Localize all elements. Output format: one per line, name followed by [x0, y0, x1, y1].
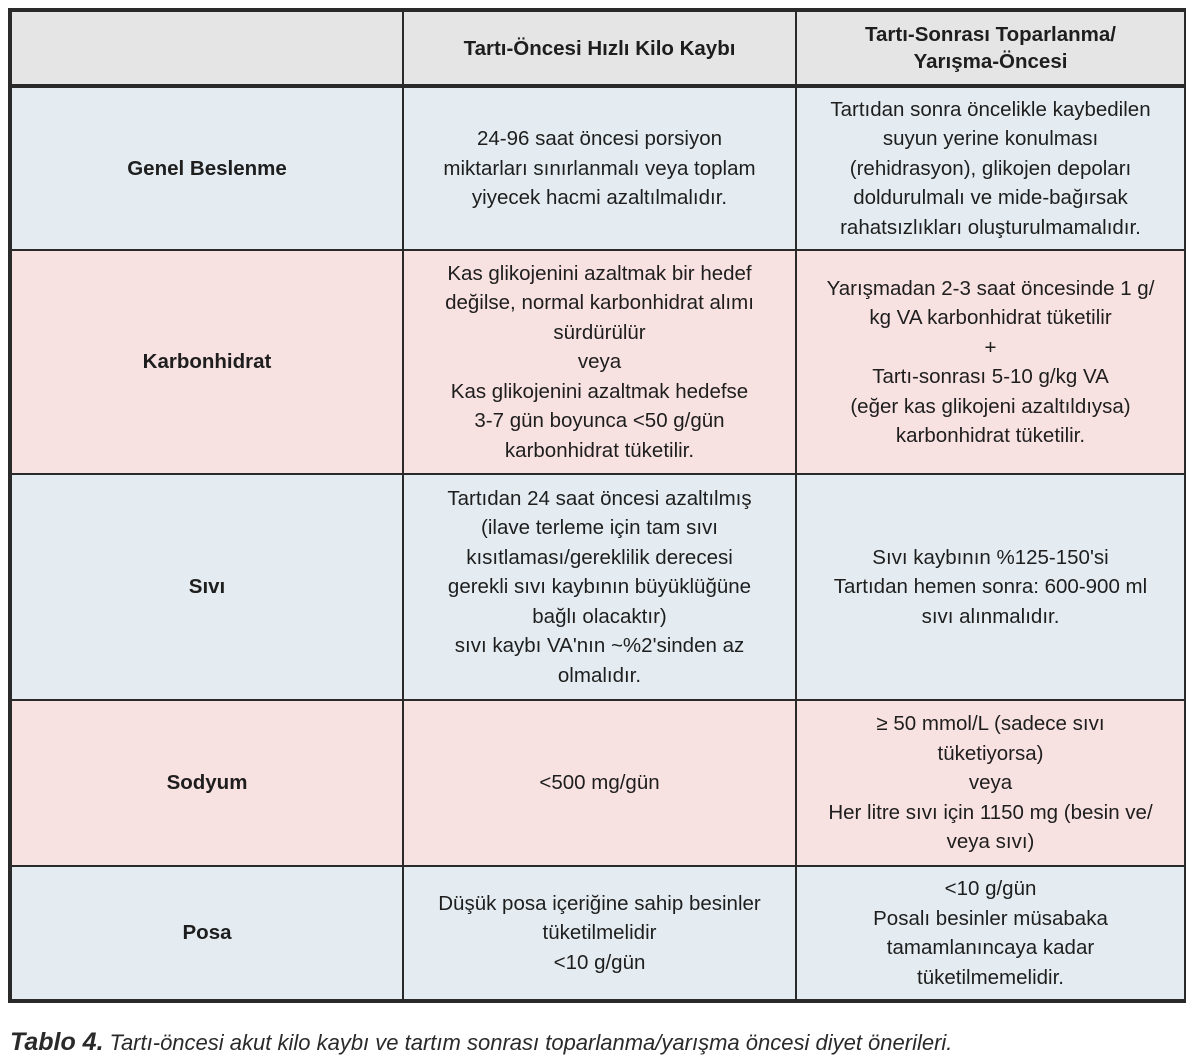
post-weigh-in-cell: ≥ 50 mmol/L (sadece sıvı tüketiyorsa) veya Her litre sıvı için 1150 mg (besin ve/ veya sıvı) — [796, 700, 1185, 866]
table-row — [11, 866, 1185, 1000]
table-row — [11, 86, 1185, 250]
table-caption — [10, 1028, 952, 1057]
row-label: Sıvı — [11, 474, 403, 700]
post-weigh-in-cell: Tartıdan sonra öncelikle kaybedilen suyun yerine konulması (rehidrasyon), glikojen depoları doldurulmalı ve mide-bağırsak rahatsızlıkları oluşturulmamalıdır. — [796, 86, 1185, 250]
post-weigh-in-cell: Yarışmadan 2-3 saat öncesinde 1 g/ kg VA karbonhidrat tüketilir + Tartı-sonrası 5-10 g/kg VA (eğer kas glikojeni azaltıldıysa) karbonhidrat tüketilir. — [796, 250, 1185, 474]
pre-weigh-in-cell: Kas glikojenini azaltmak bir hedef değilse, normal karbonhidrat alımı sürdürülür veya Kas glikojenini azaltmak hedefse 3-7 gün boyunca <50 g/gün karbonhidrat tüketilir. — [403, 250, 796, 474]
pre-weigh-in-cell: 24-96 saat öncesi porsiyon miktarları sınırlanmalı veya toplam yiyecek hacmi azaltılmalıdır. — [403, 86, 796, 250]
pre-weigh-in-cell: <500 mg/gün — [403, 700, 796, 866]
table-header-row — [11, 11, 1185, 86]
post-weigh-in-cell: <10 g/gün Posalı besinler müsabaka tamamlanıncaya kadar tüketilmemelidir. — [796, 866, 1185, 1000]
row-label: Posa — [11, 866, 403, 1000]
diet-table-container — [8, 8, 1186, 1003]
header-post-weigh-in: Tartı-Sonrası Toparlanma/ Yarışma-Öncesi — [796, 11, 1185, 86]
header-empty-cell — [11, 11, 403, 86]
caption-label: Tablo 4. — [10, 1028, 104, 1056]
row-label: Sodyum — [11, 700, 403, 866]
table-row — [11, 250, 1185, 474]
table-row — [11, 700, 1185, 866]
caption-text: Tartı-öncesi akut kilo kaybı ve tartım sonrası toparlanma/yarışma öncesi diyet önerileri. — [109, 1030, 953, 1055]
table-row — [11, 474, 1185, 700]
diet-recommendations-table — [10, 10, 1186, 1001]
row-label: Genel Beslenme — [11, 86, 403, 250]
pre-weigh-in-cell: Düşük posa içeriğine sahip besinler tüketilmelidir <10 g/gün — [403, 866, 796, 1000]
row-label: Karbonhidrat — [11, 250, 403, 474]
pre-weigh-in-cell: Tartıdan 24 saat öncesi azaltılmış (ilave terleme için tam sıvı kısıtlaması/gereklilik derecesi gerekli sıvı kaybının büyüklüğüne bağlı olacaktır) sıvı kaybı VA'nın ~%2'sinden az olmalıdır. — [403, 474, 796, 700]
header-pre-weigh-in: Tartı-Öncesi Hızlı Kilo Kaybı — [403, 11, 796, 86]
post-weigh-in-cell: Sıvı kaybının %125-150'si Tartıdan hemen sonra: 600-900 ml sıvı alınmalıdır. — [796, 474, 1185, 700]
